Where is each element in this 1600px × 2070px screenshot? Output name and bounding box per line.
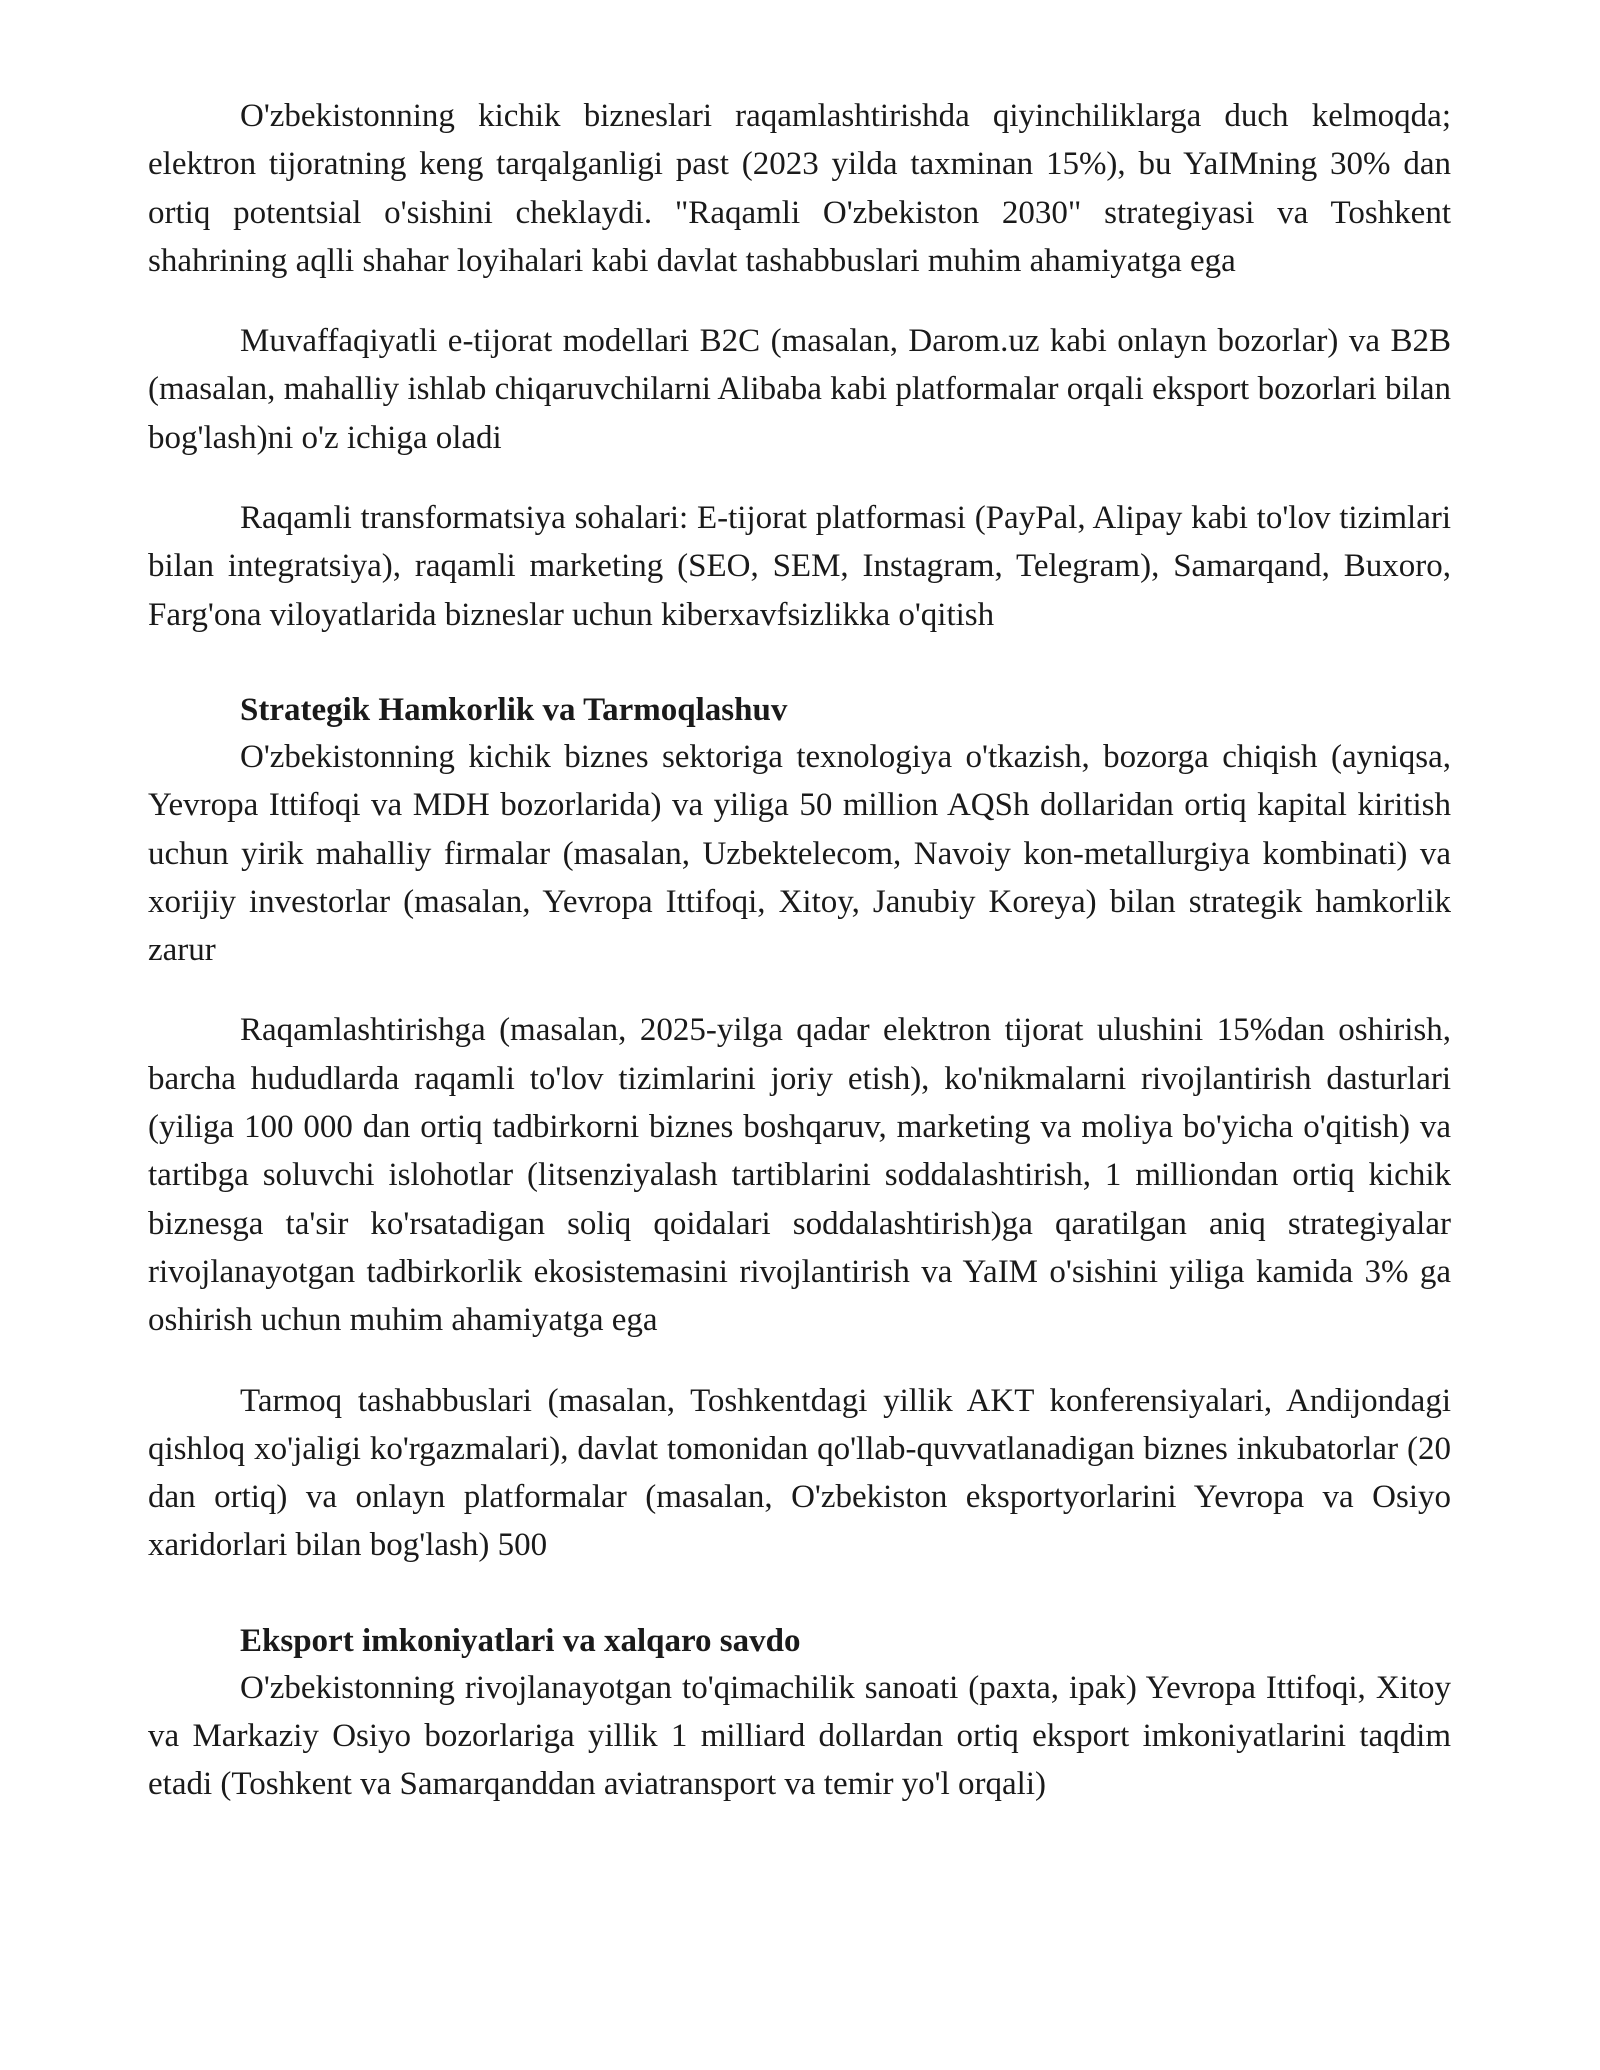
paragraph-intro-3: Raqamli transformatsiya sohalari: E-tijorat platformasi (PayPal, Alipay kabi to'lov tizimlari bilan integratsiya), raqamli marketing (SEO, SEM, Instagram, Telegram), Samarqand, Buxoro, Farg'ona viloyatlarida bizneslar uchun kiberxavfsizlikka o'qitish [148, 500, 1451, 633]
paragraph-intro-2: Muvaffaqiyatli e-tijorat modellari B2C (masalan, Darom.uz kabi onlayn bozorlar) va B2B (masalan, mahalliy ishlab chiqaruvchilarni Alibaba kabi platformalar orqali eksport bozorlari bilan bog'lash)ni o'z ichiga oladi [148, 323, 1451, 456]
heading-strategic-partnership: Strategik Hamkorlik va Tarmoqlashuv [240, 691, 788, 728]
paragraph-intro-1: O'zbekistonning kichik bizneslari raqamlashtirishda qiyinchiliklarga duch kelmoqda; elektron tijoratning keng tarqalganligi past (2023 yilda taxminan 15%), bu YaIMning 30% dan ortiq potentsial o'sishini cheklaydi. "Raqamli O'zbekiston 2030" strategiyasi va Toshkent shahrining aqlli shahar loyihalari kabi davlat tashabbuslari muhim ahamiyatga ega [148, 98, 1451, 279]
paragraph-strategic-1: O'zbekistonning kichik biznes sektoriga texnologiya o'tkazish, bozorga chiqish (ayniqsa, Yevropa Ittifoqi va MDH bozorlarida) va yiliga 50 million AQSh dollaridan ortiq kapital kiritish uchun yirik mahalliy firmalar (masalan, Uzbektelecom, Navoiy kon-metallurgiya kombinati) va xorijiy investorlar (masalan, Yevropa Ittifoqi, Xitoy, Janubiy Koreya) bilan strategik hamkorlik zarur [148, 738, 1451, 969]
paragraph-strategic-3: Tarmoq tashabbuslari (masalan, Toshkentdagi yillik AKT konferensiyalari, Andijondagi qishloq xo'jaligi ko'rgazmalari), davlat tomonidan qo'llab-quvvatlanadigan biznes inkubatorlar (20 dan ortiq) va onlayn platformalar (masalan, O'zbekiston eksportyorlarini Yevropa va Osiyo xaridorlari bilan bog'lash) 500 [148, 1382, 1451, 1564]
document-body [148, 92, 1451, 1809]
paragraph-export-1: O'zbekistonning rivojlanayotgan to'qimachilik sanoati (paxta, ipak) Yevropa Ittifoqi, Xitoy va Markaziy Osiyo bozorlariga yillik 1 milliard dollardan ortiq eksport imkoniyatlarini taqdim etadi (Toshkent va Samarqanddan aviatransport va temir yo'l orqali) [148, 1669, 1451, 1803]
heading-export-opportunities: Eksport imkoniyatlari va xalqaro savdo [240, 1622, 801, 1659]
paragraph-strategic-2: Raqamlashtirishga (masalan, 2025-yilga qadar elektron tijorat ulushini 15%dan oshirish, barcha hududlarda raqamli to'lov tizimlarini joriy etish), ko'nikmalarni rivojlantirish dasturlari (yiliga 100 000 dan ortiq tadbirkorni biznes boshqaruv, marketing va moliya bo'yicha o'qitish) va tartibga soluvchi islohotlar (litsenziyalash tartiblarini soddalashtirish, 1 milliondan ortiq kichik biznesga ta'sir ko'rsatadigan soliq qoidalari soddalashtirish)ga qaratilgan aniq strategiyalar rivojlanayotgan tadbirkorlik ekosistemasini rivojlantirish va YaIM o'sishini yiliga kamida 3% ga oshirish uchun muhim ahamiyatga ega [148, 1012, 1451, 1339]
